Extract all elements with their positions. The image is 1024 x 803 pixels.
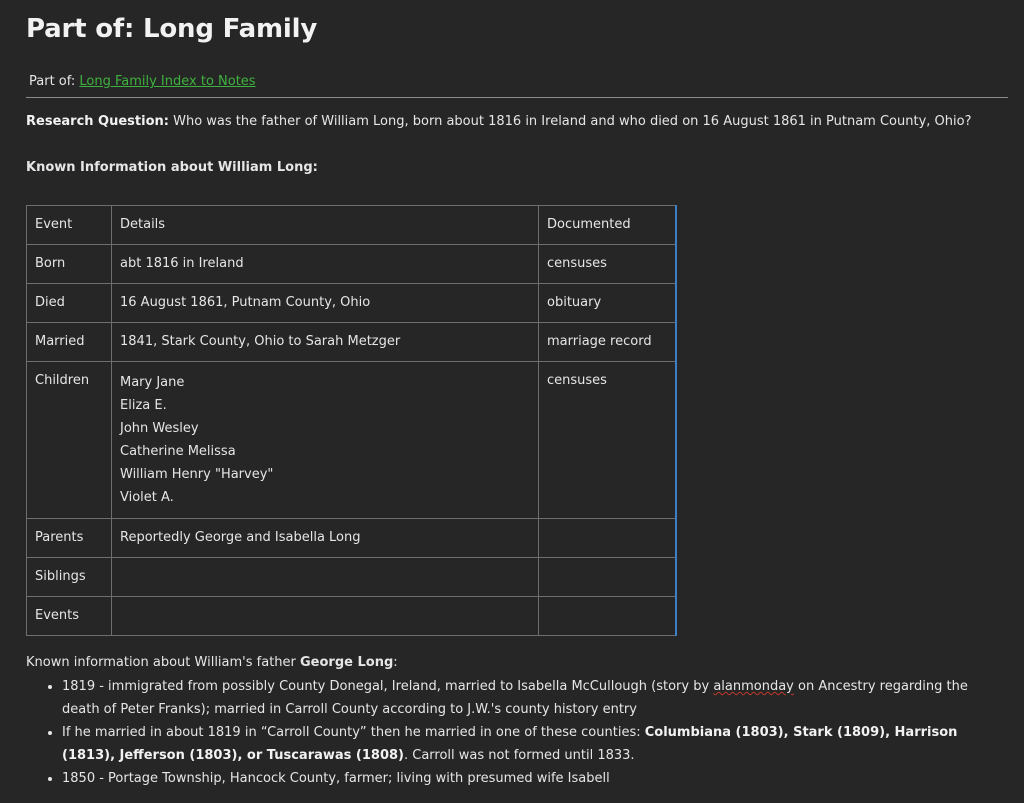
header-details: Details — [112, 206, 539, 245]
page-title: Part of: Long Family — [26, 14, 318, 44]
cell-documented: marriage record — [539, 323, 677, 362]
table-row — [27, 323, 677, 362]
fact-text: 1819 - immigrated from possibly County Donegal, Ireland, married to Isabella McCullough (story by — [62, 679, 714, 694]
cell-event: Children — [27, 362, 112, 519]
cell-documented — [539, 558, 677, 597]
fact-text: . Carroll was not formed until 1833. — [404, 748, 635, 763]
part-of-label: Part of: — [29, 74, 80, 89]
child-name: Violet A. — [120, 490, 174, 505]
research-question — [26, 114, 998, 132]
part-of-line — [26, 74, 998, 92]
cell-documented: censuses — [539, 245, 677, 284]
header-event: Event — [27, 206, 112, 245]
child-name: Eliza E. — [120, 398, 167, 413]
cell-details — [112, 597, 539, 636]
cell-details: Reportedly George and Isabella Long — [112, 519, 539, 558]
table-row — [27, 519, 677, 558]
county-list: Columbiana (1803), Stark (1809), Harrison (1813), Jefferson (1803), or Tuscarawas (1808) — [62, 725, 958, 763]
father-heading-prefix: Known information about William's father — [26, 655, 301, 670]
child-name: William Henry "Harvey" — [120, 467, 274, 482]
cell-documented: censuses — [539, 362, 677, 519]
cell-documented — [539, 597, 677, 636]
cell-details: abt 1816 in Ireland — [112, 245, 539, 284]
cell-event: Died — [27, 284, 112, 323]
father-facts-list — [26, 675, 998, 790]
research-question-text: Who was the father of William Long, born about 1816 in Ireland and who died on 16 August 1861 in Putnam County, Ohio? — [168, 114, 972, 129]
cell-documented: obituary — [539, 284, 677, 323]
cell-details — [112, 558, 539, 597]
research-question-label: Research Question: — [26, 114, 169, 129]
table-header-row — [27, 206, 677, 245]
divider — [26, 97, 1008, 98]
fact-text: If he married in about 1819 in “Carroll County” then he married in one of these counties: — [62, 725, 645, 740]
table-row-children — [27, 362, 677, 519]
list-item — [62, 721, 998, 767]
cell-details: 16 August 1861, Putnam County, Ohio — [112, 284, 539, 323]
father-heading — [26, 655, 998, 673]
table-row — [27, 284, 677, 323]
ancestry-username: alanmonday — [713, 679, 794, 694]
cell-event: Events — [27, 597, 112, 636]
list-item — [62, 675, 998, 721]
list-item: • 1850 - Portage Township, Hancock County, farmer; living with presumed wife Isabell — [62, 767, 998, 790]
child-name: John Wesley — [120, 421, 199, 436]
cell-event: Married — [27, 323, 112, 362]
known-info-heading: Known Information about William Long: — [26, 160, 318, 175]
father-heading-suffix: : — [393, 655, 398, 670]
cell-event: Born — [27, 245, 112, 284]
header-documented: Documented — [539, 206, 677, 245]
table-row — [27, 558, 677, 597]
children-list — [120, 362, 530, 518]
cell-documented — [539, 519, 677, 558]
child-name: Catherine Melissa — [120, 444, 236, 459]
table-row — [27, 245, 677, 284]
cell-event: Siblings — [27, 558, 112, 597]
cell-children — [112, 362, 539, 519]
child-name: Mary Jane — [120, 375, 185, 390]
index-link[interactable]: Long Family Index to Notes — [79, 74, 256, 89]
events-table — [26, 205, 677, 636]
cell-event: Parents — [27, 519, 112, 558]
cell-details: 1841, Stark County, Ohio to Sarah Metzger — [112, 323, 539, 362]
table-row — [27, 597, 677, 636]
fact-text: on Ancestry regarding the death of Peter Franks); married in Carroll County according to J.W.'s county history entry — [62, 679, 968, 717]
father-name: George Long — [300, 655, 394, 670]
